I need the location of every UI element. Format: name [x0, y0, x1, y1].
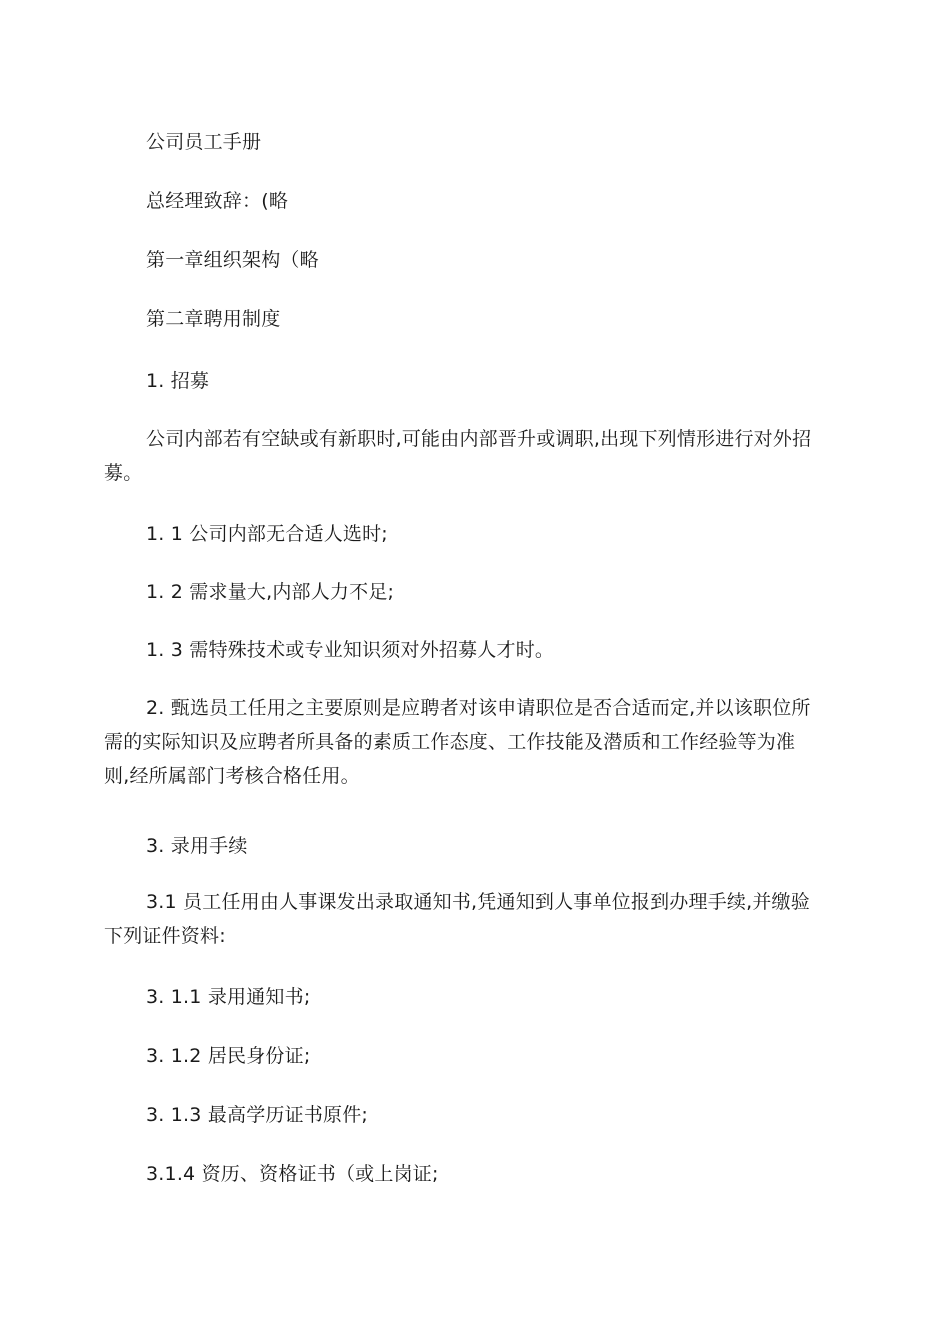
- section-1-body-line-1: 公司内部若有空缺或有新职时,可能由内部晋升或调职,出现下列情形进行对外招: [146, 428, 812, 450]
- gm-address-line: 总经理致辞：(略: [146, 190, 289, 212]
- item-3-1-3: 3. 1.3 最高学历证书原件;: [146, 1104, 369, 1126]
- chapter-1-heading: 第一章组织架构（略: [146, 249, 319, 271]
- section-1-heading: 1. 招募: [146, 370, 210, 392]
- section-3-1-line-1: 3.1 员工任用由人事课发出录取通知书,凭通知到人事单位报到办理手续,并缴验: [146, 891, 810, 913]
- section-2-line-1: 2. 甄选员工任用之主要原则是应聘者对该申请职位是否合适而定,并以该职位所: [146, 697, 811, 719]
- document-title: 公司员工手册: [146, 131, 262, 153]
- section-2-body: [104, 691, 850, 793]
- item-1-2: 1. 2 需求量大,内部人力不足;: [146, 581, 395, 603]
- section-2-line-3: 则,经所属部门考核合格任用。: [104, 765, 360, 787]
- item-3-1-2: 3. 1.2 居民身份证;: [146, 1045, 311, 1067]
- section-1-body: [104, 422, 850, 490]
- section-3-1-body: [104, 885, 850, 953]
- item-1-3: 1. 3 需特殊技术或专业知识须对外招募人才时。: [146, 639, 555, 661]
- section-3-1-line-2: 下列证件资料:: [104, 925, 226, 947]
- item-3-1-1: 3. 1.1 录用通知书;: [146, 986, 311, 1008]
- section-3-heading: 3. 录用手续: [146, 835, 248, 857]
- item-3-1-4: 3.1.4 资历、资格证书（或上岗证;: [146, 1163, 439, 1185]
- section-1-body-line-2: 募。: [104, 462, 143, 484]
- section-2-line-2: 需的实际知识及应聘者所具备的素质工作态度、工作技能及潜质和工作经验等为准: [104, 731, 796, 753]
- chapter-2-heading: 第二章聘用制度: [146, 308, 281, 330]
- item-1-1: 1. 1 公司内部无合适人选时;: [146, 523, 388, 545]
